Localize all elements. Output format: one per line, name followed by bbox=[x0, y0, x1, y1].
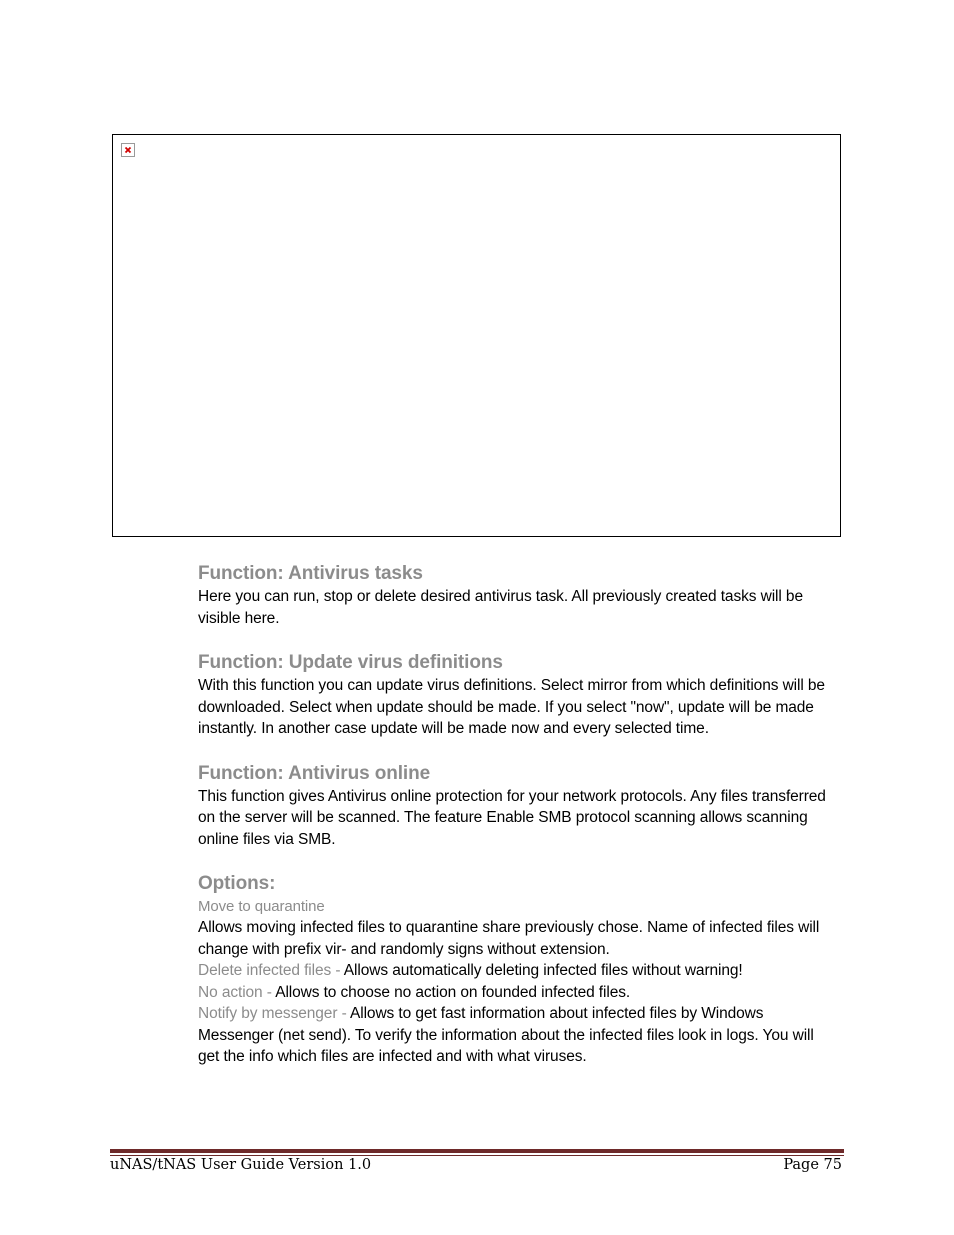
footer-title: uNAS/tNAS User Guide Version 1.0 bbox=[110, 1157, 372, 1173]
section-body-antivirus-online: This function gives Antivirus online protection for your network protocols. Any files transferred on the server will be scanned. The feature Enable SMB protocol scanning allows scanning online files via SMB. bbox=[198, 787, 826, 848]
broken-image-icon bbox=[121, 143, 135, 157]
section-body-update-definitions: With this function you can update virus definitions. Select mirror from which definitions will be downloaded. Select when update should be made. If you select "now", update will be made instantly. In another case update will be made now and every selected time. bbox=[198, 677, 825, 737]
option-body-notify: Allows to get fast information about infected files by Windows Messenger (net send). To verify the information about the infected files look in logs. You will get the info which files are infected and with what viruses. bbox=[198, 1005, 814, 1065]
option-label-delete: Delete infected files - bbox=[198, 962, 344, 979]
option-noaction bbox=[198, 982, 838, 1004]
section-heading-update-definitions: Function: Update virus definitions bbox=[198, 652, 503, 673]
page-number: Page 75 bbox=[783, 1157, 842, 1173]
section-heading-antivirus-tasks: Function: Antivirus tasks bbox=[198, 563, 423, 584]
option-delete bbox=[198, 960, 838, 982]
section-body-antivirus-tasks: Here you can run, stop or delete desired antivirus task. All previously created tasks will be visible here. bbox=[198, 588, 803, 627]
option-body-noaction: Allows to choose no action on founded infected files. bbox=[275, 983, 631, 1001]
option-notify bbox=[198, 1003, 838, 1068]
footer-rule-thin bbox=[110, 1155, 844, 1156]
footer-rule bbox=[110, 1149, 844, 1153]
document-body bbox=[198, 562, 838, 1068]
option-body-delete: Allows automatically deleting infected files without warning! bbox=[343, 962, 743, 979]
section-heading-antivirus-online: Function: Antivirus online bbox=[198, 762, 431, 784]
option-label-noaction: No action - bbox=[198, 983, 276, 1001]
option-body-quarantine: Allows moving infected files to quarantine share previously chose. Name of infected files will change with prefix vir- and randomly signs without extension. bbox=[198, 919, 820, 958]
page-footer bbox=[110, 1157, 842, 1173]
options-heading: Options: bbox=[198, 873, 276, 894]
missing-image-frame bbox=[112, 134, 841, 537]
option-label-notify: Notify by messenger - bbox=[198, 1005, 350, 1022]
option-label-quarantine: Move to quarantine bbox=[198, 898, 325, 915]
